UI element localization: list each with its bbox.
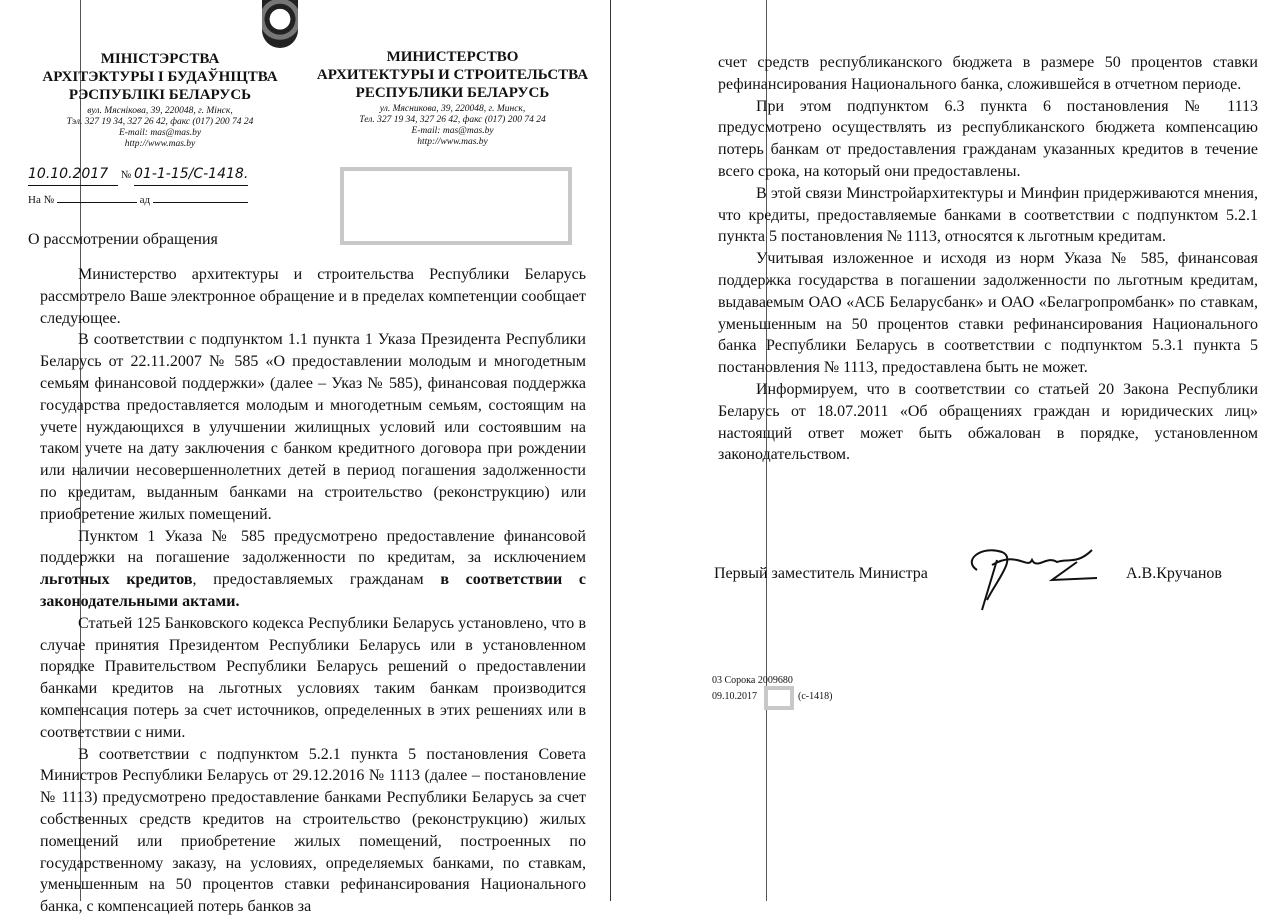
header-line: АРХІТЭКТУРЫ І БУДАЎНІЦТВА — [42, 69, 278, 85]
website-text: http://www.mas.by — [417, 137, 488, 147]
header-belarusian — [20, 50, 300, 104]
reference-row — [28, 190, 248, 210]
paragraph: Информируем, что в соответствии со статьей 20 Закона Республики Беларусь от 18.07.2011 «Об обращениях граждан и юридических лиц» настоящий ответ может быть обжалован в порядке, установленном законодательством. — [718, 380, 1258, 464]
paragraph: Министерство архитектуры и строительства Республики Беларусь рассмотрело Ваше электронное обращение и в пределах компетенции сообщает следующее. — [40, 266, 586, 327]
handwritten-date: 10.10.2017 — [28, 166, 109, 182]
handwritten-signature — [957, 540, 1107, 615]
text-run: , предоставляемых гражданам — [192, 571, 441, 589]
paragraph: счет средств республиканского бюджета в размере 50 процентов ставки рефинансирования Национального банка, сложившейся в отчетном периоде. — [718, 54, 1258, 93]
letter-body-page-1 — [40, 264, 586, 918]
header-column-russian — [310, 48, 595, 148]
letter-subject: О рассмотрении обращения — [28, 231, 218, 248]
email-text: E-mail: mas@mas.by — [411, 126, 494, 136]
paragraph: В соответствии с подпунктом 5.2.1 пункта 5 постановления Совета Министров Республики Беларусь от 29.12.2016 № 1113 (далее – постановление № 1113) предусмотрено предоставление банками Республики Беларусь за счет собственных средств кредитов на строительство (реконструкцию) жилых помещений или приобретение жилых помещений, построенных по государственному заказу, на условиях, определяемых банками, по ставкам, уменьшенным на 50 процентов ставки рефинансирования Национального банка, с компенсацией потерь банков за — [40, 745, 586, 916]
signer-title: Первый заместитель Министра — [714, 565, 928, 582]
paragraph: Статьей 125 Банковского кодекса Республики Беларусь установлено, что в случае принятия Президентом Республики Беларусь или в установленном порядке Правительством Республики Беларусь решений о предоставлении банками кредитов на льготных условиях таким банкам производится компенсация потерь за счет источников, определенных в этих решениях или в соответствии с ними. — [40, 614, 586, 741]
website-text: http://www.mas.by — [124, 139, 196, 149]
header-line: МІНІСТЭРСТВА — [100, 51, 220, 67]
header-russian — [310, 48, 595, 102]
paragraph: В соответствии с подпунктом 1.1 пункта 1 Указа Президента Республики Беларусь от 22.11.2007 № 585 «О предоставлении молодым и многодетным семьям финансовой поддержки» (далее – Указ № 585), финансовая поддержка государства предоставляется молодым и многодетным семьям, состоящим на учете нуждающихся в улучшении жилищных условий или состоявшим на таком учете на дату заключения с банком кредитного договора при рождении или наличии несовершеннолетних детей в период погашения задолженности по кредитам, выданным банками на строительство (реконструкцию) или приобретение жилых помещений. — [40, 331, 586, 523]
header-line: МИНИСТЕРСТВО — [386, 49, 519, 65]
paragraph: В этой связи Минстройархитектуры и Минфин придерживаются мнения, что кредиты, предоставляемые банками в соответствии с подпунктом 5.2.1 пункта 5 постановления № 1113, относятся к льготным кредитам. — [718, 184, 1258, 246]
coat-of-arms-emblem — [262, 0, 298, 48]
paragraph — [40, 526, 586, 613]
address-belarusian — [20, 106, 300, 150]
handwritten-number: 01-1-15/С-1418. — [134, 166, 249, 182]
redacted-footer-box — [764, 686, 794, 710]
page-divider — [610, 0, 611, 901]
address-line: Тэл. 327 19 34, 327 26 42, факс (017) 200 74 24 — [66, 117, 254, 127]
signer-name: А.В.Кручанов — [1126, 565, 1222, 582]
paragraph: Учитывая изложенное и исходя из норм Указа № 585, финансовая поддержка государства в погашении задолженности по льготным кредитам, выдаваемым ОАО «АСБ Беларусбанк» и ОАО «Белагропромбанк» по ставкам, уменьшенным на 50 процентов ставки рефинансирования Национального банка Республики Беларусь в соответствии с подпунктом 5.3.1 пункта 5 постановления № 1113, предоставлена быть не может. — [718, 250, 1258, 377]
address-line: вул. Мяснікова, 39, 220048, г. Мінск, — [87, 106, 233, 116]
address-russian — [310, 104, 595, 148]
header-line: РЭСПУБЛІКІ БЕЛАРУСЬ — [68, 87, 252, 103]
header-column-belarusian — [20, 50, 300, 150]
text-run: Пунктом 1 Указа № 585 предусмотрено предоставление финансовой поддержки на погашение задолженности по кредитам, за исключением — [40, 527, 586, 567]
letter-page-2 — [612, 0, 1280, 901]
address-line: ул. Мясникова, 39, 220048, г. Минск, — [379, 104, 526, 114]
executor-info: 03 Сорока 2009680 — [712, 675, 793, 686]
footer-reference: (с-1418) — [798, 691, 833, 702]
header-line: АРХИТЕКТУРЫ И СТРОИТЕЛЬСТВА — [316, 67, 589, 83]
paragraph: При этом подпунктом 6.3 пункта 6 постановления № 1113 предусмотрено осуществлять из республиканского бюджета компенсацию потерь банкам от предоставления гражданам указанных кредитов в течение всего срока, на который они предоставлены. — [718, 97, 1258, 180]
letter-body-page-2 — [718, 52, 1258, 466]
bold-text: в соответствии с законодательными актами. — [40, 571, 587, 610]
executor-date: 09.10.2017 — [712, 691, 757, 702]
bold-text: льготных кредитов — [40, 571, 193, 589]
redacted-addressee-box — [340, 167, 572, 245]
date-number-row — [28, 164, 248, 186]
letter-page-1 — [0, 0, 610, 916]
number-label: № — [120, 169, 132, 181]
ref-label: На № — [28, 194, 55, 206]
address-line: Тел. 327 19 34, 327 26 42, факс (017) 200 74 24 — [359, 115, 546, 125]
header-line: РЕСПУБЛИКИ БЕЛАРУСЬ — [355, 85, 550, 101]
email-text: E-mail: mas@mas.by — [118, 128, 202, 138]
ref-from-label: ад — [139, 194, 151, 206]
